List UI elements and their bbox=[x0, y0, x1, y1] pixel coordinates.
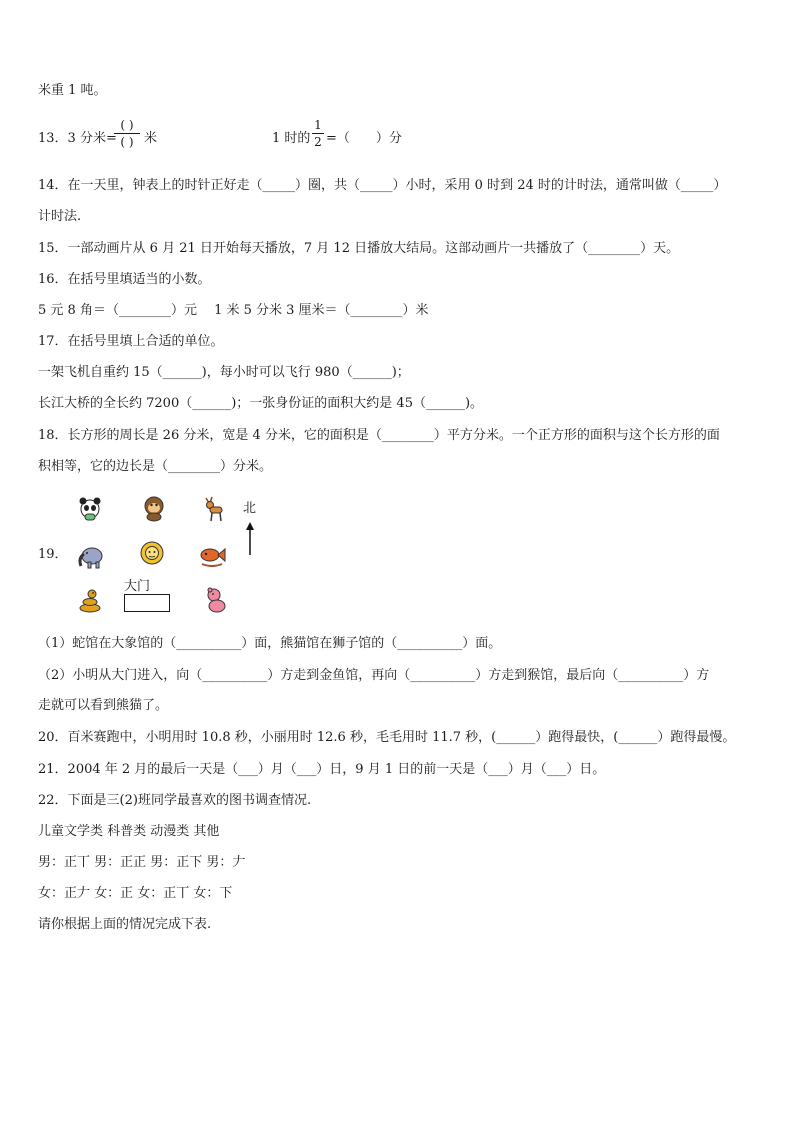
q13-fraction-2 bbox=[312, 118, 324, 149]
fraction-bar bbox=[312, 133, 324, 134]
text-line: 走就可以看到熊猫了。 bbox=[38, 698, 169, 713]
q13-label: 13．3 分米= bbox=[38, 131, 117, 146]
fraction-denominator: ( ) bbox=[120, 135, 134, 149]
text-line: 5 元 8 角＝（________）元 1 米 5 分米 3 厘米＝（________）米 bbox=[38, 303, 429, 318]
text-line: 男：正丅 男：正正 男：正下 男：𠂇 bbox=[38, 855, 246, 870]
text-line: 17．在括号里填上合适的单位。 bbox=[38, 334, 224, 349]
q13-fraction-1 bbox=[114, 118, 140, 149]
text-line: 18．长方形的周长是 26 分米，宽是 4 分米，它的面积是（________）平方分米。一个正方形的面积与这个长方形的面 bbox=[38, 428, 720, 443]
text-line: （1）蛇馆在大象馆的（__________）面，熊猫馆在狮子馆的（__________）面。 bbox=[38, 636, 502, 651]
q19-number: 19． bbox=[38, 547, 68, 562]
fraction-bar bbox=[114, 133, 140, 134]
gate-box bbox=[124, 594, 170, 612]
snake-icon bbox=[76, 586, 104, 614]
text-line: 请你根据上面的情况完成下表. bbox=[38, 917, 212, 932]
elephant-icon bbox=[76, 542, 104, 570]
north-arrow-icon bbox=[244, 522, 256, 556]
text-line: （2）小明从大门进入，向（__________）方走到金鱼馆，再向（__________）方走到猴馆，最后向（__________）方 bbox=[38, 668, 710, 683]
monkey-icon bbox=[140, 494, 168, 522]
text-line: 21．2004 年 2 月的最后一天是（___）月（___）日，9 月 1 日的前一天是（___）月（___）日。 bbox=[38, 762, 606, 777]
text-line: 15．一部动画片从 6 月 21 日开始每天播放，7 月 12 日播放大结局。这部动画片一共播放了（________）天。 bbox=[38, 241, 680, 256]
q13-part2-suffix: =（ ）分 bbox=[326, 131, 402, 146]
text-line: 米重 1 吨。 bbox=[38, 83, 107, 98]
text-line: 长江大桥的全长约 7200（______)；一张身份证的面积大约是 45（______)。 bbox=[38, 396, 484, 411]
fraction-numerator: 1 bbox=[314, 118, 322, 132]
lion-icon bbox=[138, 540, 166, 568]
text-line: 计时法. bbox=[38, 209, 82, 224]
goldfish-icon bbox=[198, 542, 226, 570]
q13-part2-prefix: 1 时的 bbox=[272, 131, 311, 146]
text-line: 16．在括号里填适当的小数。 bbox=[38, 272, 211, 287]
text-line: 儿童文学类 科普类 动漫类 其他 bbox=[38, 824, 220, 839]
gate-label: 大门 bbox=[124, 579, 151, 594]
q13-unit: 米 bbox=[144, 131, 158, 146]
deer-icon bbox=[200, 494, 228, 522]
text-line: 22．下面是三(2)班同学最喜欢的图书调查情况. bbox=[38, 793, 312, 808]
bear-icon bbox=[202, 586, 230, 614]
text-line: 20．百米赛跑中，小明用时 10.8 秒，小丽用时 12.6 秒，毛毛用时 11.7 秒，(______）跑得最快，(______）跑得最慢。 bbox=[38, 730, 736, 745]
north-label: 北 bbox=[243, 501, 257, 516]
text-line: 一架飞机自重约 15（______)，每小时可以飞行 980（______)； bbox=[38, 365, 410, 380]
text-line: 14．在一天里，钟表上的时针正好走（_____）圈，共（_____）小时，采用 0 时到 24 时的计时法，通常叫做（_____） bbox=[38, 178, 727, 193]
text-line: 积相等，它的边长是（________）分米。 bbox=[38, 459, 273, 474]
fraction-denominator: 2 bbox=[314, 135, 322, 149]
fraction-numerator: ( ) bbox=[120, 118, 134, 132]
panda-icon bbox=[76, 494, 104, 522]
text-line: 女：正𠂇 女：正 女：正丅 女：下 bbox=[38, 886, 233, 901]
